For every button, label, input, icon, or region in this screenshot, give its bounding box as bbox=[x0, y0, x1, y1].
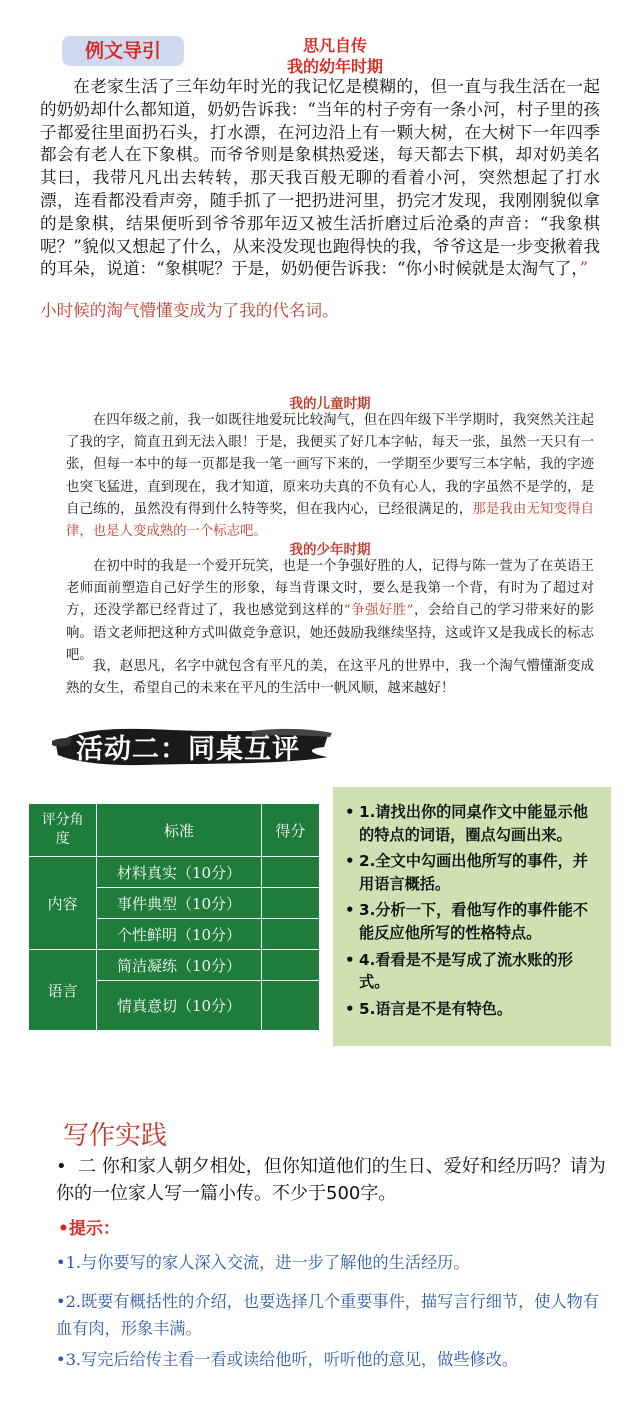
hint-text: 2.既要有概括性的介绍，也要选择几个重要事件，描写言行细节，使人物有血有肉，形象丰满。 bbox=[56, 1292, 600, 1338]
hint-label: •提示： bbox=[58, 1219, 120, 1239]
essay-paragraph-4: 我，赵思凡，名字中就包含有平凡的美，在这平凡的世界中，我一个淘气懵懂渐变成熟的女生，希望自己的未来在平凡的生活中一帆风顺，越来越好！ bbox=[66, 659, 594, 697]
table-header-row bbox=[29, 804, 320, 857]
peer-review-score-table bbox=[28, 803, 320, 1031]
task-text: 二 你和家人朝夕相处，但你知道他们的生日、爱好和经历吗？请为你的一位家人写一篇小传。不少于500字。 bbox=[56, 1156, 606, 1204]
list-item: • 1.请找出你的同桌作文中能显示他的特点的词语，圈点勾画出来。 bbox=[345, 801, 601, 846]
list-item: • 4.看看是不是写成了流水账的形式。 bbox=[345, 949, 601, 994]
table-row bbox=[29, 950, 320, 981]
hint-text: 3.写完后给传主看一看或读给他听，听听他的意见，做些修改。 bbox=[65, 1350, 519, 1369]
paragraph-2-text: 在四年级之前，我一如既往地爱玩比较淘气，但在四年级下半学期时，我突然关注起了我的字，简直丑到无法入眼！于是，我便买了好几本字帖，每天一张，虽然一天只有一张，但每一本中的每一页都是我一笔一画写下来的，一学期至少要写三本字帖，我的字迹也突飞猛进，直到现在，我才知道，原来功夫真的不负有心人，我的字虽然不是学的，是自己练的，虽然没有得到什么特等奖，但在我内心，已经很满足的， bbox=[66, 413, 594, 517]
bullet-icon: • bbox=[56, 1253, 66, 1272]
essay-title: 思凡自传 bbox=[302, 36, 367, 55]
header-score: 得分 bbox=[261, 804, 319, 857]
header-angle: 评分角度 bbox=[29, 804, 97, 857]
section-title-youth: 我的少年时期 bbox=[289, 542, 371, 558]
writing-practice-task bbox=[56, 1153, 616, 1207]
category-content: 内容 bbox=[29, 857, 97, 950]
hint-item bbox=[56, 1249, 601, 1276]
score-cell[interactable] bbox=[261, 919, 319, 950]
section-title-childhood-early: 我的幼年时期 bbox=[286, 57, 383, 76]
bullet-icon: • bbox=[56, 1350, 66, 1369]
hint-text: 1.与你要写的家人深入交流，进一步了解他的生活经历。 bbox=[65, 1253, 470, 1272]
essay-paragraph-1 bbox=[40, 76, 600, 281]
activity-title: 活动二：同桌互评 bbox=[76, 734, 300, 765]
essay-paragraph-2 bbox=[66, 410, 594, 543]
score-cell[interactable] bbox=[261, 888, 319, 919]
writing-practice-title: 写作实践 bbox=[63, 1121, 168, 1151]
paragraph-3-text-b: ，会给自己的学习带来好的影响。语文老师把这种方式叫做竞争意识，她还鼓励我继续坚持，这或许又是我成长的标志吧。 bbox=[66, 603, 594, 663]
list-item: • 5.语言是不是有特色。 bbox=[345, 998, 601, 1021]
section-title-childhood: 我的儿童时期 bbox=[289, 396, 371, 412]
paragraph-1-text: 在老家生活了三年幼年时光的我记忆是模糊的，但一直与我生活在一起的奶奶却什么都知道，奶奶告诉我：“当年的村子旁有一条小河，村子里的孩子都爱往里面扔石头，打水漂，在河边沿上有一颗大树，在大树下一年四季都会有老人在下象棋。而爷爷则是象棋热爱迷，每天都去下棋，却对奶美名其曰，我带凡凡出去转转，那天我百般无聊的看着小河，突然想起了打水漂，连看都没看声旁，随手抓了一把扔进河里，扔完才发现，我刚刚貌似拿的是象棋，结果便听到爷爷那年迈又被生活折磨过后沧桑的声音：“我象棋呢？”貌似又想起了什么，从来没发现也跑得快的我，爷爷这是一步变揪着我的耳朵，说道：“象棋呢？于是，奶奶便告诉我：“你小时候就是太淘气了， bbox=[40, 77, 600, 279]
bullet-icon: • bbox=[56, 1292, 66, 1311]
standard-cell: 情真意切（10分） bbox=[97, 981, 261, 1031]
hint-item bbox=[56, 1288, 601, 1342]
table-row bbox=[29, 857, 320, 888]
header-standard: 标准 bbox=[97, 804, 261, 857]
standard-cell: 材料真实（10分） bbox=[97, 857, 261, 888]
score-cell[interactable] bbox=[261, 981, 319, 1031]
example-guide-badge: 例文导引 bbox=[62, 36, 184, 66]
list-item: • 2.全文中勾画出他所写的事件，并用语言概括。 bbox=[345, 850, 601, 895]
list-item: • 3.分析一下，看他写作的事件能不能反应他所写的性格特点。 bbox=[345, 899, 601, 944]
peer-review-tasks bbox=[333, 787, 611, 1046]
hint-item bbox=[56, 1346, 601, 1373]
standard-cell: 事件典型（10分） bbox=[97, 888, 261, 919]
paragraph-3-highlight: “争强好胜” bbox=[343, 603, 414, 619]
standard-cell: 个性鲜明（10分） bbox=[97, 919, 261, 950]
paragraph-1-quote-mark: ” bbox=[579, 259, 589, 279]
bullet-icon: • bbox=[56, 1156, 67, 1177]
score-cell[interactable] bbox=[261, 950, 319, 981]
essay-paragraph-1-highlight: 小时候的淘气懵懂变成为了我的代名词。 bbox=[40, 301, 339, 320]
standard-cell: 简洁凝练（10分） bbox=[97, 950, 261, 981]
paragraph-3-text-a: 在初中时的我是一个爱开玩笑，也是一个争强好胜的人，记得与陈一萱为了在英语王老师面前塑造自己好学生的形象，每当背课文时，要么是我第一个背，有时为了超过对方，还没学都已经背过了，我也感觉到这样的 bbox=[66, 559, 594, 619]
category-language: 语言 bbox=[29, 950, 97, 1031]
paragraph-2-highlight: 那是我由无知变得自律，也是人变成熟的一个标志吧。 bbox=[66, 501, 595, 540]
essay-paragraph-3 bbox=[66, 556, 594, 667]
score-cell[interactable] bbox=[261, 857, 319, 888]
